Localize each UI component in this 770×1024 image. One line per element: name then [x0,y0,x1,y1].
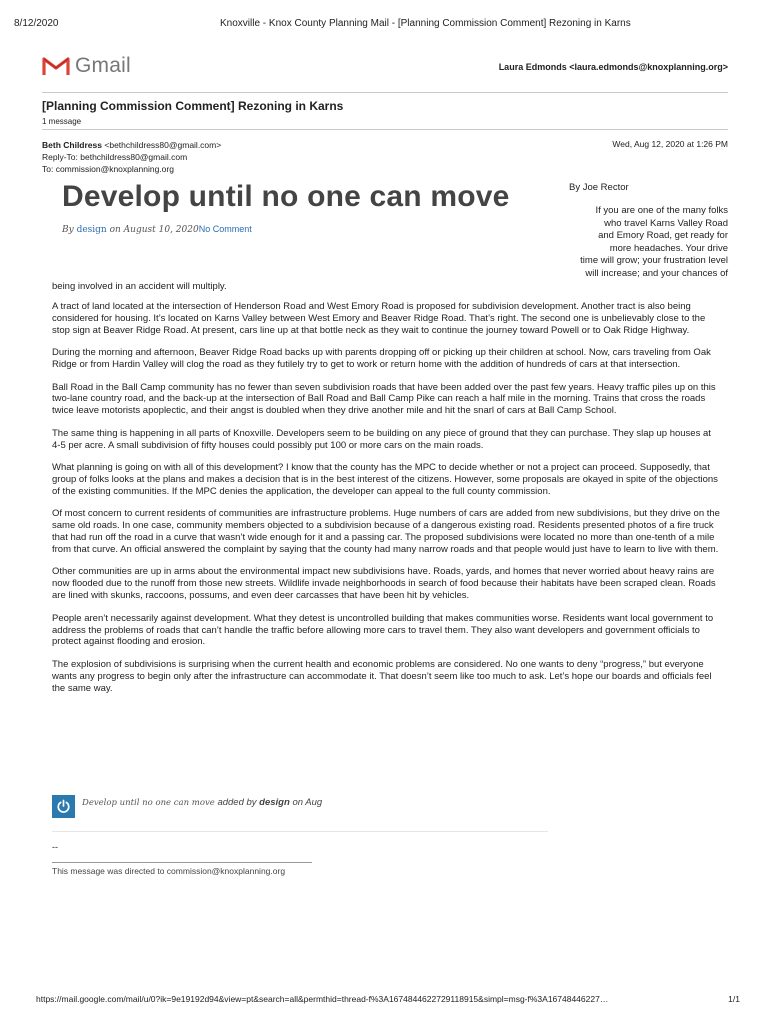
print-page-title: Knoxville - Knox County Planning Mail - [Planning Commission Comment] Rezoning in Karns [220,18,631,29]
thread-subject: [Planning Commission Comment] Rezoning in Karns [42,99,344,113]
intro-line: more headaches. Your drive [609,242,728,254]
article-paragraph: Ball Road in the Ball Camp community has no fewer than seven subdivision roads that have been added over the past few years. Heavy traffic piles up on this two-lane country road, and the back-up at the intersection of Ball Road and Ball Camp Pike can reach a half mile in the morning. Trains that cross the roads twice leave motorists apoplectic, and their angst is doubled when they drive another mile and hit the snarl of cars at Ball Camp School. [52,381,716,417]
message-header [42,139,221,175]
article-byline [62,224,252,235]
directed-notice: This message was directed to commission@knoxplanning.org [52,866,286,876]
article-paragraph: Of most concern to current residents of communities are infrastructure problems. Huge numbers of cars are added from new subdivisions, but they drive on the same old roads. In one case, community members objected to a subdivision because of a dangerous existing road. Residents presented photos of a fire truck that had run off the road in a curve that wasn’t wide enough for it and a passing car. The proposed subdivisions were located no more than one-tenth of a mile from that curve. An official answered the complaint by saying that the county had many narrow roads and that people would just have to learn to live with them. [52,508,720,555]
print-url: https://mail.google.com/mail/u/0?ik=9e19192d94&view=pt&search=all&permthid=thread-f%3A1674844622729118915&simpl=msg-f%3A16748446227… [36,994,609,1004]
gmail-wordmark: Gmail [75,54,131,77]
article-body [52,301,720,705]
signature-divider [52,862,312,863]
recipient: To: commission@knoxplanning.org [42,164,174,174]
sender-name: Beth Childress [42,140,102,150]
article-title[interactable]: Develop until no one can move [62,180,510,213]
article-paragraph: During the morning and afternoon, Beaver Ridge Road backs up with parents dropping off or picking up their children at school. Now, cars traveling from Oak Ridge or from Hardin Valley will clog the road as they futilely try to get to work or return home with the addition of hundreds of cars at that intersection. [52,347,711,371]
account-email: Laura Edmonds <laura.edmonds@knoxplanning.org> [498,62,728,72]
article-intro [538,205,728,280]
card-author[interactable]: design [259,797,290,808]
subject-divider [42,129,728,130]
card-divider [52,831,548,832]
article-author: By Joe Rector [569,182,629,193]
card-article-link[interactable]: Develop until no one can move [82,798,215,808]
intro-line: and Emory Road, get ready for [598,230,728,241]
byline-by: By [62,225,74,235]
header-divider [42,92,728,93]
message-count: 1 message [42,117,82,126]
byline-comments-link[interactable]: No Comment [198,224,252,234]
card-date: on Aug [292,797,323,808]
byline-author-link[interactable]: design [76,225,107,235]
intro-line: will increase; and your chances of [585,267,728,279]
power-icon[interactable] [52,795,75,818]
card-added-by: added by [217,797,257,808]
intro-line: If you are one of the many folks [595,205,728,216]
intro-line: who travel Karns Valley Road [604,217,728,229]
intro-continuation: being involved in an accident will multiply. [52,281,227,292]
article-paragraph: A tract of land located at the intersection of Henderson Road and West Emory Road is proposed for subdivision development. Another tract is also being considered for housing. It’s located on Karns Valley between West Emory and Beaver Ridge Road. That’s right. The second one is unbelievably close to the stop sign at Beaver Ridge Road. At present, cars line up at that bottle neck as they wait to continue the journey toward Powell or to Oak Ridge Highway. [52,301,706,336]
print-date: 8/12/2020 [14,18,59,29]
article-paragraph: Other communities are up in arms about the environmental impact new subdivisions have. Roads, yards, and homes that never worried about heavy rains are now flooded due to the runoff from those new streets. Wildlife invade neighborhoods in search of food because their habitats have been scraped clean. Roads are lined with skunks, raccoons, possums, and even deer carcasses that have been hit by vehicles. [52,566,716,602]
page-number: 1/1 [728,994,740,1004]
article-paragraph: The explosion of subdivisions is surprising when the current health and economic problems are considered. No one wants to deny “progress,” but everyone wants any progress to begin only after the infrastructure can accommodate it. That doesn’t seem like too much to ask. Let’s hope our boards and officials feel the same way. [52,658,712,694]
article-paragraph: The same thing is happening in all parts of Knoxville. Developers seem to be building on any piece of ground that they can purchase. They slap up houses at 4-5 per acre. A small subdivision of fifty houses could possibly put 100 or more cars on the main roads. [52,427,711,451]
gmail-logo[interactable] [42,54,131,78]
signature-dashes: -- [52,842,58,852]
article-paragraph: What planning is going on with all of this development? I know that the county has the MPC to decide whether or not a project can proceed. Supposedly, that group of folks looks at the plans and makes a decision that is in the best interest of the citizens. However, some proposals are okayed in spite of the objections of the existing communities. If the MPC denies the application, the developer can appeal to the full county commission. [52,462,718,497]
reply-to: Reply-To: bethchildress80@gmail.com [42,152,188,162]
byline-date: on August 10, 2020 [109,225,199,235]
message-date: Wed, Aug 12, 2020 at 1:26 PM [612,139,728,149]
sender-email[interactable]: <bethchildress80@gmail.com> [104,140,222,150]
gmail-m-icon [42,56,70,77]
share-card [82,797,322,808]
intro-line: time will grow; your frustration level [580,255,728,266]
article-paragraph: People aren’t necessarily against development. What they detest is uncontrolled building that makes communities worse. Residents want local government to address the problems of roads that can’t handle the traffic before allowing more cars to travel them. They also want developers and government officials to protect against flooding and erosion. [52,612,714,648]
